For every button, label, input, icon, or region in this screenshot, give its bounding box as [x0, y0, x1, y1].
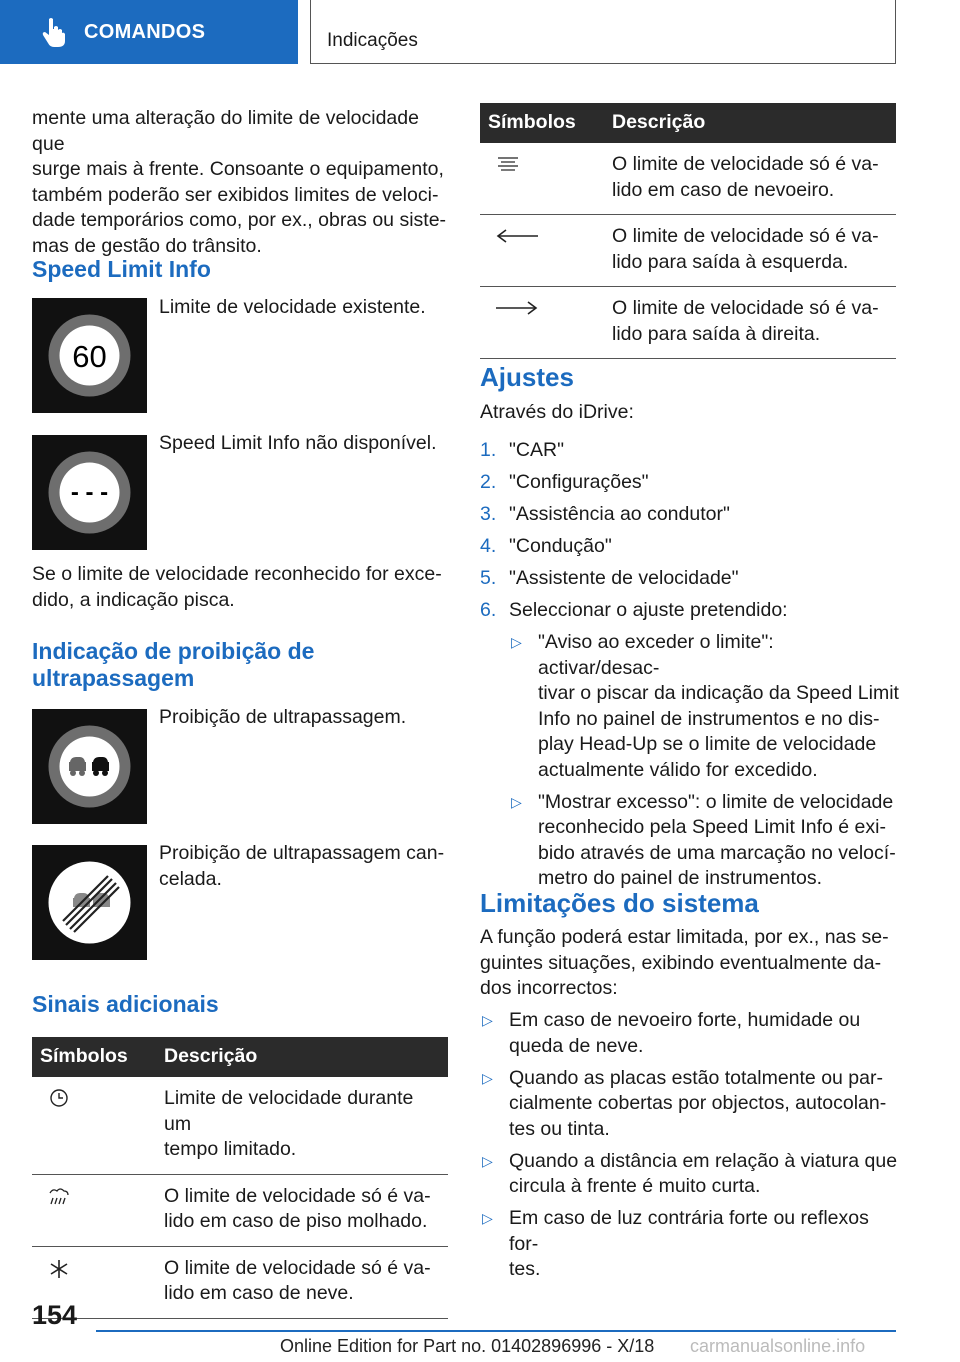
triangle-bullet-icon: ▷ — [482, 1152, 493, 1169]
step-text: Seleccionar o ajuste pretendido: — [509, 599, 788, 621]
step-text: "Configurações" — [509, 471, 649, 493]
table-header-row — [32, 1037, 448, 1077]
arrow-left-icon — [494, 226, 540, 246]
speed-sign-icon — [32, 435, 147, 550]
list-item — [480, 1008, 900, 1059]
triangle-bullet-icon: ▷ — [482, 1012, 493, 1028]
list-item — [480, 534, 900, 560]
step-text: "CAR" — [509, 439, 565, 461]
section-tab[interactable] — [0, 0, 298, 64]
row-description-line: Limite de velocidade durante um — [164, 1087, 414, 1135]
bullet-line: "Aviso ao exceder o limite": activar/desac- — [538, 631, 774, 679]
list-item — [480, 598, 900, 624]
triangle-bullet-icon: ▷ — [511, 634, 522, 650]
end-no-overtaking-icon — [32, 845, 147, 960]
overtake-heading — [32, 638, 314, 692]
table-header-description: Descrição — [156, 1037, 448, 1077]
additional-signs-heading: Sinais adicionais — [32, 991, 219, 1017]
triangle-bullet-icon: ▷ — [511, 793, 522, 810]
watermark: carmanualsonline.info — [690, 1336, 866, 1356]
blink-line: Se o limite de velocidade reconhecido for exce- — [32, 563, 442, 585]
table-header-row — [480, 103, 896, 143]
list-item — [480, 470, 900, 496]
speed-sign-icon — [32, 298, 147, 413]
bullet-line: circula à frente é muito curta. — [509, 1175, 761, 1197]
row-description-line: O limite de velocidade só é va- — [164, 1184, 431, 1207]
blink-line: dido, a indicação pisca. — [32, 588, 235, 611]
bullet-line: tivar o piscar da indicação da Speed Limit — [538, 682, 899, 704]
list-item — [509, 630, 899, 783]
bullet-line: tes ou tinta. — [509, 1117, 610, 1140]
row-description-line: lido em caso de neve. — [164, 1282, 354, 1304]
step-number: 1. — [480, 439, 497, 461]
row-description-line: lido em caso de piso molhado. — [164, 1210, 428, 1232]
bullet-line: bido através de uma marcação no velocí- — [538, 841, 896, 864]
limitations-heading: Limitações do sistema — [480, 888, 759, 918]
speed-sign-60 — [32, 298, 147, 413]
row-description-line: tempo limitado. — [164, 1138, 297, 1160]
table-header-description: Descrição — [604, 103, 896, 143]
table-row — [480, 143, 896, 215]
row-description-line: O limite de velocidade só é va- — [612, 153, 879, 175]
intro-paragraph — [32, 106, 452, 259]
page-number: 154 — [32, 1300, 78, 1330]
intro-line: dade temporários como, por ex., obras ou siste- — [32, 209, 447, 231]
edition-text: Online Edition for Part no. 01402896996 - X/18 — [280, 1336, 655, 1356]
table-header-symbols: Símbolos — [480, 103, 604, 143]
intro-line: dos incorrectos: — [480, 977, 618, 999]
sign-dashes: - - - — [70, 479, 109, 506]
step-text: "Assistência ao condutor" — [509, 503, 730, 525]
settings-intro: Através do iDrive: — [480, 401, 634, 423]
row-description-line: O limite de velocidade só é va- — [164, 1256, 431, 1279]
page-title-box — [310, 0, 896, 64]
sign3-caption: Proibição de ultrapassagem. — [159, 706, 407, 728]
table-row — [32, 1246, 448, 1318]
rain-icon — [46, 1186, 72, 1208]
bullet-line: Quando as placas estão totalmente ou par- — [509, 1066, 883, 1089]
bullet-line: Quando a distância em relação à viatura que — [509, 1149, 898, 1172]
step-text: "Condução" — [509, 535, 612, 557]
bullet-line: play Head-Up se o limite de velocidade — [538, 733, 877, 755]
hand-pointer-icon — [40, 17, 66, 47]
table-row — [32, 1077, 448, 1174]
bullet-line: reconhecido pela Speed Limit Info é exi- — [538, 816, 886, 838]
no-overtaking-icon — [32, 709, 147, 824]
intro-line: guintes situações, exibindo eventualmente da- — [480, 951, 882, 974]
bullet-line: "Mostrar excesso": o limite de velocidade — [538, 790, 894, 813]
sign2-caption: Speed Limit Info não disponível. — [159, 432, 437, 454]
row-description-line: lido em caso de nevoeiro. — [612, 178, 835, 201]
step-text: "Assistente de velocidade" — [509, 567, 739, 589]
overtake-heading-line: Indicação de proibição de — [32, 638, 315, 664]
step-number: 6. — [480, 599, 497, 621]
bullet-line: queda de neve. — [509, 1034, 644, 1057]
bullet-line: Em caso de luz contrária forte ou reflexos for- — [509, 1207, 869, 1255]
intro-line: também poderão ser exibidos limites de veloci- — [32, 183, 439, 206]
settings-heading: Ajustes — [480, 362, 574, 392]
page-title: Indicações — [327, 30, 418, 51]
arrow-right-icon — [494, 298, 540, 318]
settings-steps — [480, 438, 900, 630]
end-no-overtaking-sign — [32, 845, 147, 960]
table-row — [480, 215, 896, 287]
sign4-caption — [159, 841, 449, 892]
speed-sign-unavailable — [32, 435, 147, 550]
row-description-line: lido para saída à esquerda. — [612, 250, 849, 273]
sign-speed-value: 60 — [72, 339, 107, 374]
snowflake-icon — [46, 1258, 72, 1280]
speed-limit-heading: Speed Limit Info — [32, 256, 211, 282]
list-item — [480, 566, 900, 592]
row-description-line: lido para saída à direita. — [612, 322, 821, 345]
no-overtaking-sign — [32, 709, 147, 824]
blink-paragraph — [32, 562, 452, 613]
limitations-list — [480, 1008, 900, 1289]
intro-line: mas de gestão do trânsito. — [32, 234, 262, 257]
intro-line: A função poderá estar limitada, por ex., nas se- — [480, 926, 889, 948]
table-row — [480, 287, 896, 359]
bullet-line: Info no painel de instrumentos e no dis- — [538, 707, 880, 730]
settings-sub-options — [509, 630, 899, 898]
triangle-bullet-icon: ▷ — [482, 1069, 493, 1086]
section-label: COMANDOS — [84, 20, 206, 43]
table-header-symbols: Símbolos — [32, 1037, 156, 1077]
table-row — [32, 1174, 448, 1246]
additional-signs-table — [32, 1037, 448, 1319]
step-number: 5. — [480, 567, 497, 589]
list-item — [480, 1149, 900, 1200]
step-number: 3. — [480, 503, 497, 525]
clock-icon — [46, 1088, 72, 1108]
row-description-line: O limite de velocidade só é va- — [612, 297, 879, 319]
fog-icon — [494, 154, 522, 174]
additional-signs-table-continued — [480, 103, 896, 359]
list-item — [509, 790, 899, 892]
overtake-heading-line: ultrapassagem — [32, 665, 195, 691]
sign4-caption-line: celada. — [159, 867, 222, 890]
intro-line: surge mais à frente. Consoante o equipamento, — [32, 158, 444, 180]
bullet-line: actualmente válido for excedido. — [538, 758, 818, 781]
limitations-intro — [480, 925, 900, 1002]
list-item — [480, 1206, 900, 1283]
bullet-line: Em caso de nevoeiro forte, humidade ou — [509, 1009, 861, 1031]
triangle-bullet-icon: ▷ — [482, 1210, 493, 1226]
step-number: 4. — [480, 535, 497, 557]
bullet-line: cialmente cobertas por objectos, autocolan- — [509, 1092, 887, 1114]
list-item — [480, 1066, 900, 1143]
list-item — [480, 438, 900, 464]
bullet-line: metro do painel de instrumentos. — [538, 867, 822, 889]
sign1-caption: Limite de velocidade existente. — [159, 296, 426, 318]
bullet-line: tes. — [509, 1258, 541, 1280]
row-description-line: O limite de velocidade só é va- — [612, 225, 879, 247]
intro-line: mente uma alteração do limite de velocidade que — [32, 107, 419, 155]
footer-divider — [96, 1330, 896, 1332]
step-number: 2. — [480, 471, 497, 493]
sign4-caption-line: Proibição de ultrapassagem can- — [159, 842, 445, 864]
list-item — [480, 502, 900, 528]
